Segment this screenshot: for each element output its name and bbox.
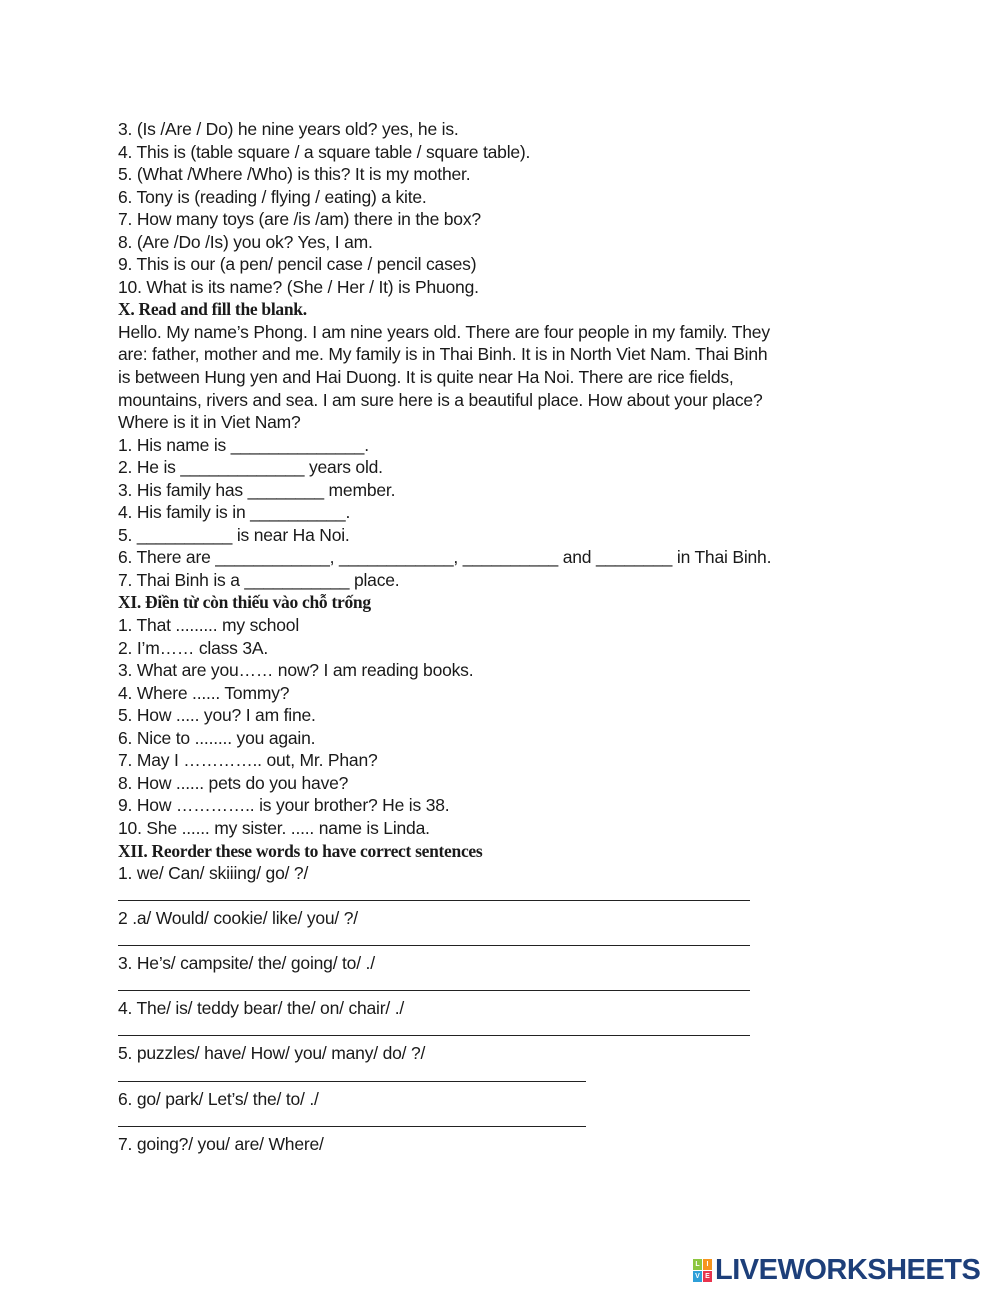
answer-line[interactable] — [118, 1020, 918, 1043]
fill-blank-item: 1. His name is ______________. — [118, 434, 369, 455]
worksheet — [118, 118, 918, 1155]
passage-line: Where is it in Viet Nam? — [118, 412, 301, 433]
answer-underline — [118, 900, 750, 901]
passage-line: mountains, rivers and sea. I am sure here is a beautiful place. How about your place? — [118, 389, 763, 410]
question-item: 5. (What /Where /Who) is this? It is my mother. — [118, 164, 471, 185]
section-xi-items — [118, 614, 918, 839]
fill-blank-item: 3. What are you…… now? I am reading books. — [118, 660, 474, 681]
logo-text: LIVEWORKSHEETS — [715, 1254, 981, 1286]
answer-line[interactable] — [118, 1110, 918, 1133]
answer-underline — [118, 1081, 586, 1082]
answer-line[interactable] — [118, 885, 918, 908]
reading-passage — [118, 321, 918, 434]
answer-underline — [118, 1126, 586, 1127]
answer-underline — [118, 1035, 750, 1036]
fill-blank-item: 5. __________ is near Ha Noi. — [118, 524, 350, 545]
passage-line: are: father, mother and me. My family is in Thai Binh. It is in North Viet Nam. Thai Binh — [118, 344, 768, 365]
fill-blank-item: 7. Thai Binh is a ___________ place. — [118, 569, 400, 590]
section-xii-items — [118, 862, 918, 1155]
fill-blank-item: 10. She ...... my sister. ..... name is Linda. — [118, 817, 430, 838]
section-xi-title: XI. Điền từ còn thiếu vào chỗ trống — [118, 592, 371, 613]
question-item: 10. What is its name? (She / Her / It) is Phuong. — [118, 276, 479, 297]
reorder-item: 4. The/ is/ teddy bear/ the/ on/ chair/ ./ — [118, 998, 405, 1019]
section-x-title: X. Read and fill the blank. — [118, 299, 307, 320]
question-item: 3. (Is /Are / Do) he nine years old? yes, he is. — [118, 119, 459, 139]
question-item: 9. This is our (a pen/ pencil case / pencil cases) — [118, 254, 477, 275]
logo-tile: V — [693, 1271, 702, 1282]
answer-line[interactable] — [118, 930, 918, 953]
fill-blank-item: 3. His family has ________ member. — [118, 479, 396, 500]
fill-blank-item: 4. Where ...... Tommy? — [118, 682, 290, 703]
section-xii-title: XII. Reorder these words to have correct sentences — [118, 840, 483, 861]
logo-tile: E — [703, 1271, 712, 1282]
passage-line: is between Hung yen and Hai Duong. It is quite near Ha Noi. There are rice fields, — [118, 367, 734, 388]
logo-tiles-icon — [693, 1259, 712, 1282]
section-ix-items — [118, 118, 918, 298]
answer-underline — [118, 945, 750, 946]
fill-blank-item: 8. How ...... pets do you have? — [118, 772, 349, 793]
fill-blank-item: 9. How ………….. is your brother? He is 38. — [118, 795, 450, 816]
logo-tile: L — [693, 1259, 702, 1270]
question-item: 7. How many toys (are /is /am) there in the box? — [118, 209, 481, 230]
answer-line[interactable] — [118, 1065, 918, 1088]
passage-line: Hello. My name’s Phong. I am nine years old. There are four people in my family. They — [118, 321, 770, 342]
reorder-item: 1. we/ Can/ skiiing/ go/ ?/ — [118, 863, 309, 884]
fill-blank-item: 5. How ..... you? I am fine. — [118, 705, 316, 726]
reorder-item: 5. puzzles/ have/ How/ you/ many/ do/ ?/ — [118, 1043, 426, 1064]
reorder-item: 6. go/ park/ Let’s/ the/ to/ ./ — [118, 1088, 319, 1109]
section-x-items — [118, 434, 918, 592]
question-item: 6. Tony is (reading / flying / eating) a kite. — [118, 186, 427, 207]
fill-blank-item: 1. That ......... my school — [118, 615, 300, 636]
question-item: 8. (Are /Do /Is) you ok? Yes, I am. — [118, 231, 373, 252]
fill-blank-item: 6. There are ____________, ____________, __________ and ________ in Thai Binh. — [118, 547, 772, 568]
question-item: 4. This is (table square / a square table / square table). — [118, 141, 531, 162]
answer-line[interactable] — [118, 975, 918, 998]
reorder-item: 7. going?/ you/ are/ Where/ — [118, 1133, 324, 1154]
logo-tile: I — [703, 1259, 712, 1270]
fill-blank-item: 4. His family is in __________. — [118, 502, 351, 523]
fill-blank-item: 6. Nice to ........ you again. — [118, 727, 316, 748]
fill-blank-item: 7. May I ………….. out, Mr. Phan? — [118, 750, 378, 771]
reorder-item: 3. He’s/ campsite/ the/ going/ to/ ./ — [118, 953, 375, 974]
liveworksheets-logo — [693, 1254, 980, 1287]
fill-blank-item: 2. He is _____________ years old. — [118, 457, 383, 478]
reorder-item: 2 .a/ Would/ cookie/ like/ you/ ?/ — [118, 908, 358, 929]
fill-blank-item: 2. I’m…… class 3A. — [118, 637, 269, 658]
answer-underline — [118, 990, 750, 991]
